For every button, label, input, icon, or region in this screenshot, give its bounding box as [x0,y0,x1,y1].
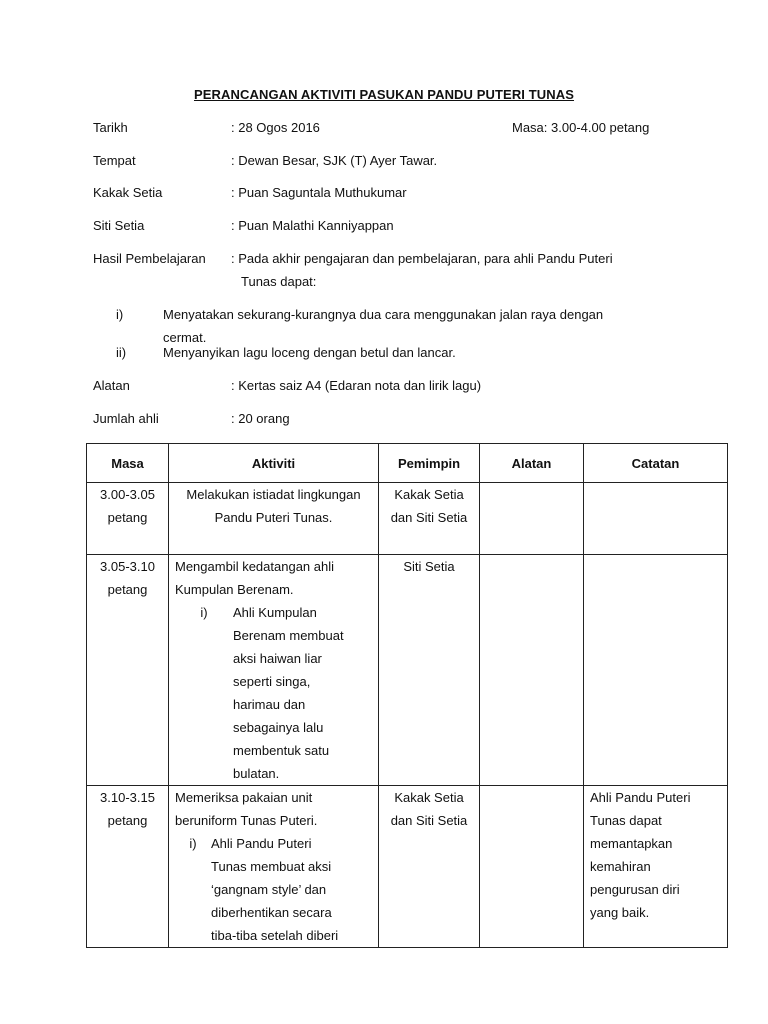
masa-period: petang [107,510,148,525]
aktiviti-line: Pandu Puteri Tunas. [214,510,333,525]
siti-setia-label: Siti Setia [93,218,145,233]
aktiviti-line: Kumpulan Berenam. [175,582,294,597]
sub-line: Berenam membuat [233,628,344,643]
kakak-setia-label: Kakak Setia [93,185,163,200]
table-row [87,555,728,786]
sub-line: membentuk satu [233,743,330,758]
table-header-row [87,444,728,483]
catatan-line: pengurusan diri [590,882,680,897]
sub-item-number: i) [189,836,197,851]
cell-pemimpin [379,786,480,948]
cell-catatan [584,786,728,948]
alatan-value: : Kertas saiz A4 (Edaran nota dan lirik lagu) [231,378,482,393]
cell-masa [87,555,169,786]
sub-item-number: i) [200,605,208,620]
jumlah-ahli-value: : 20 orang [231,411,290,426]
aktiviti-line: beruniform Tunas Puteri. [175,813,318,828]
masa-value: Masa: 3.00-4.00 petang [512,120,650,135]
jumlah-ahli-label: Jumlah ahli [93,411,159,426]
objective-text-cont: cermat. [163,330,207,345]
header-catatan: Catatan [584,444,728,483]
catatan-line: Ahli Pandu Puteri [590,790,691,805]
aktiviti-line: Mengambil kedatangan ahli [175,559,334,574]
header-alatan: Alatan [480,444,584,483]
cell-alatan [480,786,584,948]
siti-setia-value: : Puan Malathi Kanniyappan [231,218,394,233]
catatan-line: memantapkan [590,836,673,851]
cell-alatan [480,483,584,555]
sub-item-text [211,832,378,947]
cell-catatan [584,483,728,555]
masa-time: 3.00-3.05 [100,487,155,502]
document-title: PERANCANGAN AKTIVITI PASUKAN PANDU PUTERI TUNAS [193,87,575,102]
catatan-line: yang baik. [590,905,650,920]
hasil-label: Hasil Pembelajaran [93,251,206,266]
sub-line: diberhentikan secara [211,905,332,920]
kakak-setia-value: : Puan Saguntala Muthukumar [231,185,407,200]
sub-line: harimau dan [233,697,306,712]
pemimpin-line: Kakak Setia [394,790,464,805]
cell-aktiviti [169,555,379,786]
pemimpin-line: dan Siti Setia [390,813,468,828]
hasil-value-line1: : Pada akhir pengajaran dan pembelajaran, para ahli Pandu Puteri [231,251,613,266]
sub-line: Ahli Pandu Puteri [211,836,312,851]
sub-line: Tunas membuat aksi [211,859,332,874]
table-row [87,483,728,555]
aktiviti-line: Melakukan istiadat lingkungan [186,487,361,502]
objective-number: ii) [116,345,127,360]
sub-line: seperti singa, [233,674,311,689]
objective-number: i) [116,307,124,322]
masa-time: 3.10-3.15 [100,790,155,805]
aktiviti-line: Memeriksa pakaian unit [175,790,313,805]
pemimpin-line: Kakak Setia [394,487,464,502]
tempat-label: Tempat [93,153,136,168]
sub-line: aksi haiwan liar [233,651,322,666]
pemimpin-line: dan Siti Setia [390,510,468,525]
masa-period: petang [107,813,148,828]
cell-pemimpin [379,555,480,786]
sub-line: tiba-tiba setelah diberi [211,928,339,943]
alatan-label: Alatan [93,378,130,393]
cell-masa [87,483,169,555]
tempat-value: : Dewan Besar, SJK (T) Ayer Tawar. [231,153,438,168]
header-aktiviti: Aktiviti [169,444,379,483]
cell-aktiviti [169,786,379,948]
objective-text: Menyatakan sekurang-kurangnya dua cara menggunakan jalan raya dengan [163,307,604,322]
cell-catatan [584,555,728,786]
cell-pemimpin [379,483,480,555]
masa-time: 3.05-3.10 [100,559,155,574]
catatan-line: kemahiran [590,859,651,874]
header-masa: Masa [87,444,169,483]
sub-line: ‘gangnam style’ dan [211,882,327,897]
cell-alatan [480,555,584,786]
header-pemimpin: Pemimpin [379,444,480,483]
catatan-line: Tunas dapat [590,813,662,828]
objective-text: Menyanyikan lagu loceng dengan betul dan lancar. [163,345,456,360]
pemimpin-line: Siti Setia [403,559,455,574]
sub-line: bulatan. [233,766,280,781]
sub-item-text [233,601,378,785]
sub-line: sebagainya lalu [233,720,324,735]
schedule-table [86,443,728,948]
table-row [87,786,728,948]
aktiviti-sub-item [175,601,378,785]
tarikh-label: Tarikh [93,120,128,135]
cell-masa [87,786,169,948]
aktiviti-sub-item [175,832,378,947]
sub-line: Ahli Kumpulan [233,605,317,620]
hasil-value-line2: Tunas dapat: [241,274,317,289]
cell-aktiviti [169,483,379,555]
masa-period: petang [107,582,148,597]
tarikh-value: : 28 Ogos 2016 [231,120,320,135]
